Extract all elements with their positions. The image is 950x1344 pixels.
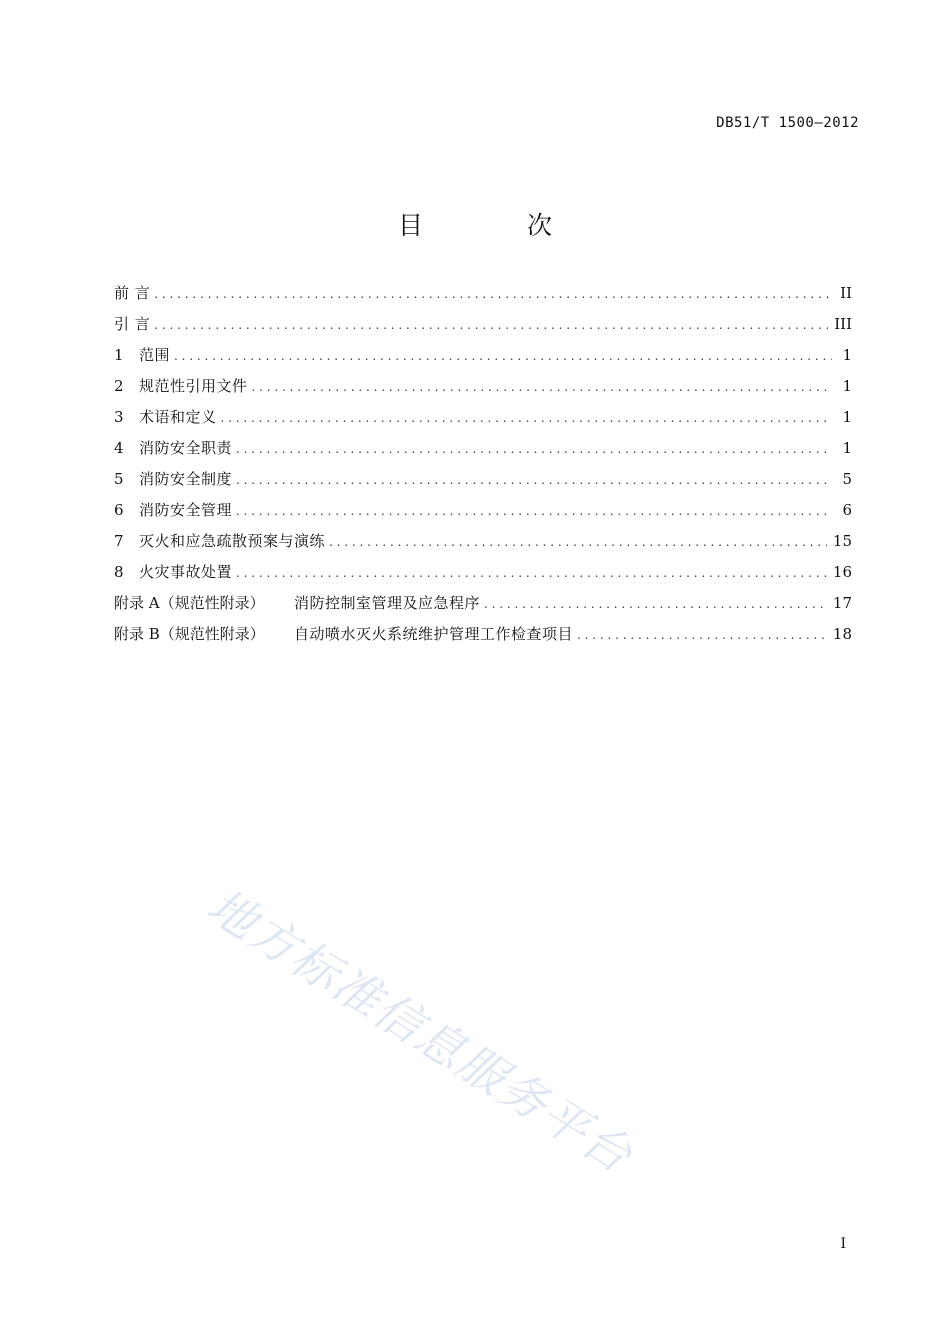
toc-entry-page: 1 [842,377,852,395]
toc-entry-label: 前 言 [114,284,151,302]
toc-appendix-prefix: 附录 A（规范性附录） [114,594,265,612]
toc-entry-number: 6 [114,501,124,519]
toc-entry-label: 引 言 [114,315,151,333]
document-code: DB51/T 1500—2012 [716,115,859,131]
toc-entry-page: 18 [832,625,852,643]
toc-entry-3[interactable] [114,406,852,437]
toc-entry-introduction[interactable] [114,313,852,344]
toc-leader-dots [154,287,832,301]
toc-entry-appendix-b[interactable] [114,623,852,654]
toc-entry-page: II [840,284,852,302]
toc-entry-number: 1 [114,346,124,364]
toc-entry-label: 消防安全职责 [139,439,233,457]
toc-entry-number: 7 [114,532,124,550]
toc-leader-dots [154,318,828,332]
toc-entry-number: 2 [114,377,124,395]
toc-entry-page: 5 [842,470,852,488]
toc-leader-dots [236,473,832,487]
toc-leader-dots [329,535,827,549]
toc-entry-6[interactable] [114,499,852,530]
toc-entry-7[interactable] [114,530,852,561]
toc-entry-8[interactable] [114,561,852,592]
toc-leader-dots [236,504,832,518]
page-title: 目 次 [398,211,600,240]
page-number: I [840,1236,846,1252]
toc-entry-foreword[interactable] [114,282,852,313]
toc-leader-dots [252,380,832,394]
toc-leader-dots [221,411,832,425]
toc-appendix-prefix: 附录 B（规范性附录） [114,625,265,643]
toc-leader-dots [236,442,832,456]
toc-entry-page: 15 [832,532,852,550]
toc-entry-number: 4 [114,439,124,457]
toc-entry-page: III [834,315,852,333]
toc-entry-page: 1 [842,439,852,457]
table-of-contents [114,282,852,654]
toc-entry-page: 16 [832,563,852,581]
toc-entry-5[interactable] [114,468,852,499]
toc-entry-label: 消防安全制度 [139,470,233,488]
watermark: 地方标准信息服务平台 [197,878,643,1185]
toc-entry-label: 规范性引用文件 [139,377,248,395]
toc-entry-1[interactable] [114,344,852,375]
toc-entry-page: 6 [842,501,852,519]
toc-entry-2[interactable] [114,375,852,406]
toc-entry-number: 5 [114,470,124,488]
toc-entry-number: 8 [114,563,124,581]
toc-entry-page: 17 [832,594,852,612]
toc-entry-number: 3 [114,408,124,426]
toc-leader-dots [577,628,827,642]
toc-entry-page: 1 [842,408,852,426]
toc-entry-label: 术语和定义 [139,408,217,426]
toc-leader-dots [236,566,827,580]
toc-entry-page: 1 [842,346,852,364]
toc-entry-label: 范围 [139,346,171,364]
toc-leader-dots [174,349,832,363]
toc-entry-label: 灭火和应急疏散预案与演练 [139,532,326,550]
toc-entry-label: 自动喷水灭火系统维护管理工作检查项目 [294,625,574,643]
toc-entry-label: 火灾事故处置 [139,563,233,581]
toc-leader-dots [484,597,827,611]
toc-entry-label: 消防安全管理 [139,501,233,519]
toc-entry-label: 消防控制室管理及应急程序 [294,594,481,612]
toc-entry-4[interactable] [114,437,852,468]
toc-entry-appendix-a[interactable] [114,592,852,623]
